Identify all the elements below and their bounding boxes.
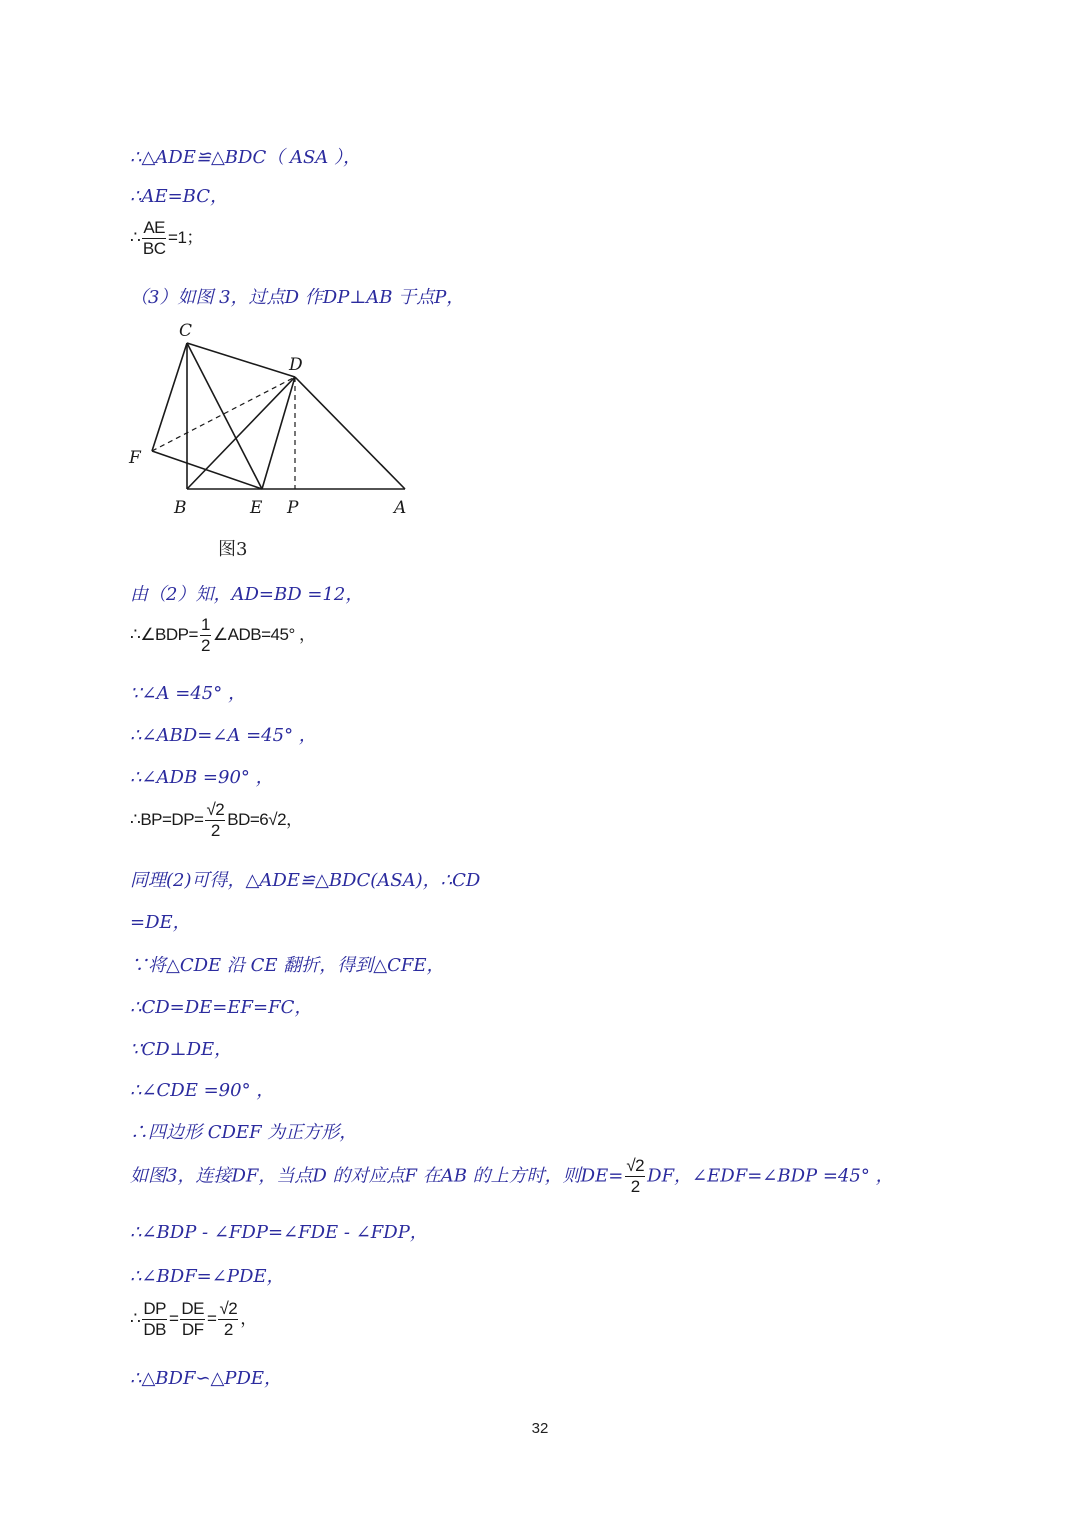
math-line bbox=[130, 218, 203, 259]
math-text: BD=6√2， bbox=[227, 809, 303, 829]
text-line: ∴∠ABD=∠A =45° ， bbox=[130, 725, 317, 746]
text-line: （3）如图 3，过点D 作DP⊥AB 于点P， bbox=[130, 287, 465, 308]
point-label-p: P bbox=[287, 498, 299, 518]
figure-caption: 图3 bbox=[218, 539, 248, 560]
fraction bbox=[218, 1299, 238, 1340]
text-line: ∴∠BDF=∠PDE， bbox=[130, 1266, 285, 1287]
segment-cd bbox=[187, 343, 295, 377]
math-text: ∴∠BDP= bbox=[130, 624, 198, 644]
text-line: ∴AE=BC， bbox=[130, 186, 229, 207]
math-text: ∠ADB=45° ， bbox=[212, 624, 316, 644]
fraction bbox=[142, 1299, 167, 1340]
denominator: 2 bbox=[200, 636, 210, 655]
text-line: ∴△BDF∽△PDE， bbox=[130, 1368, 283, 1389]
math-text: =1； bbox=[168, 227, 203, 247]
point-label-f: F bbox=[129, 448, 141, 468]
text-line: ∴∠BDP - ∠FDP=∠FDE - ∠FDP， bbox=[130, 1222, 428, 1243]
numerator: √2 bbox=[206, 800, 225, 819]
text-line: ∵CD⊥DE， bbox=[130, 1039, 233, 1060]
point-label-a: A bbox=[394, 498, 407, 518]
segment-da bbox=[295, 377, 405, 489]
math-line bbox=[130, 615, 315, 656]
numerator: 1 bbox=[200, 615, 210, 634]
point-label-d: D bbox=[289, 355, 303, 375]
math-line bbox=[130, 800, 303, 841]
text-line: =DE， bbox=[130, 912, 191, 933]
numerator: DE bbox=[181, 1299, 205, 1318]
fraction bbox=[180, 1299, 205, 1340]
text-line: 同理(2)可得，△ADE≌△BDC(ASA)，∴CD bbox=[130, 870, 481, 891]
denominator: BC bbox=[142, 239, 166, 258]
text-line: ∴CD=DE=EF=FC， bbox=[130, 997, 313, 1018]
fraction bbox=[625, 1156, 645, 1197]
text-line: ∵∠A =45° ， bbox=[130, 683, 246, 704]
segment-cf bbox=[152, 343, 187, 451]
math-text: ∴ bbox=[130, 1308, 141, 1328]
denominator: DF bbox=[181, 1320, 204, 1339]
math-text: DF，∠EDF=∠BDP =45° ， bbox=[647, 1165, 894, 1187]
denominator: 2 bbox=[210, 821, 220, 840]
text-line: ∴四边形 CDEF 为正方形， bbox=[130, 1122, 358, 1143]
math-text: 如图3，连接DF，当点D 的对应点F 在AB 的上方时，则DE= bbox=[130, 1165, 624, 1187]
math-symbol: ∴ bbox=[130, 227, 141, 247]
point-label-e: E bbox=[250, 498, 263, 518]
fraction bbox=[205, 800, 225, 841]
fraction bbox=[142, 218, 166, 259]
text-line: ∴∠CDE =90° ， bbox=[130, 1080, 275, 1101]
geometry-figure bbox=[126, 318, 426, 528]
fraction bbox=[200, 615, 211, 656]
denominator: DB bbox=[143, 1320, 166, 1339]
denominator: 2 bbox=[223, 1320, 233, 1339]
denominator: 2 bbox=[630, 1177, 640, 1196]
math-text: ， bbox=[240, 1308, 257, 1328]
numerator: √2 bbox=[626, 1156, 645, 1175]
math-line bbox=[130, 1156, 894, 1197]
numerator: √2 bbox=[219, 1299, 238, 1318]
point-label-b: B bbox=[174, 498, 187, 518]
point-label-c: C bbox=[179, 321, 193, 341]
text-line: ∴∠ADB =90° ， bbox=[130, 767, 274, 788]
text-line: ∵将△CDE 沿 CE 翻折，得到△CFE， bbox=[130, 955, 445, 976]
math-line: ∴ $\frac{DP}{DB}$ = $\frac{DE}{DF}$ = $\frac{√2}{2}$ ， bbox=[130, 1299, 257, 1339]
text-line: 由（2）知，AD=BD =12， bbox=[130, 584, 364, 605]
math-text: ∴BP=DP= bbox=[130, 809, 204, 829]
numerator: DP bbox=[143, 1299, 166, 1318]
numerator: AE bbox=[143, 218, 166, 237]
text-line: ∴△ADE≌△BDC（ ASA ）， bbox=[130, 147, 361, 168]
page-number: 32 bbox=[531, 1420, 549, 1437]
